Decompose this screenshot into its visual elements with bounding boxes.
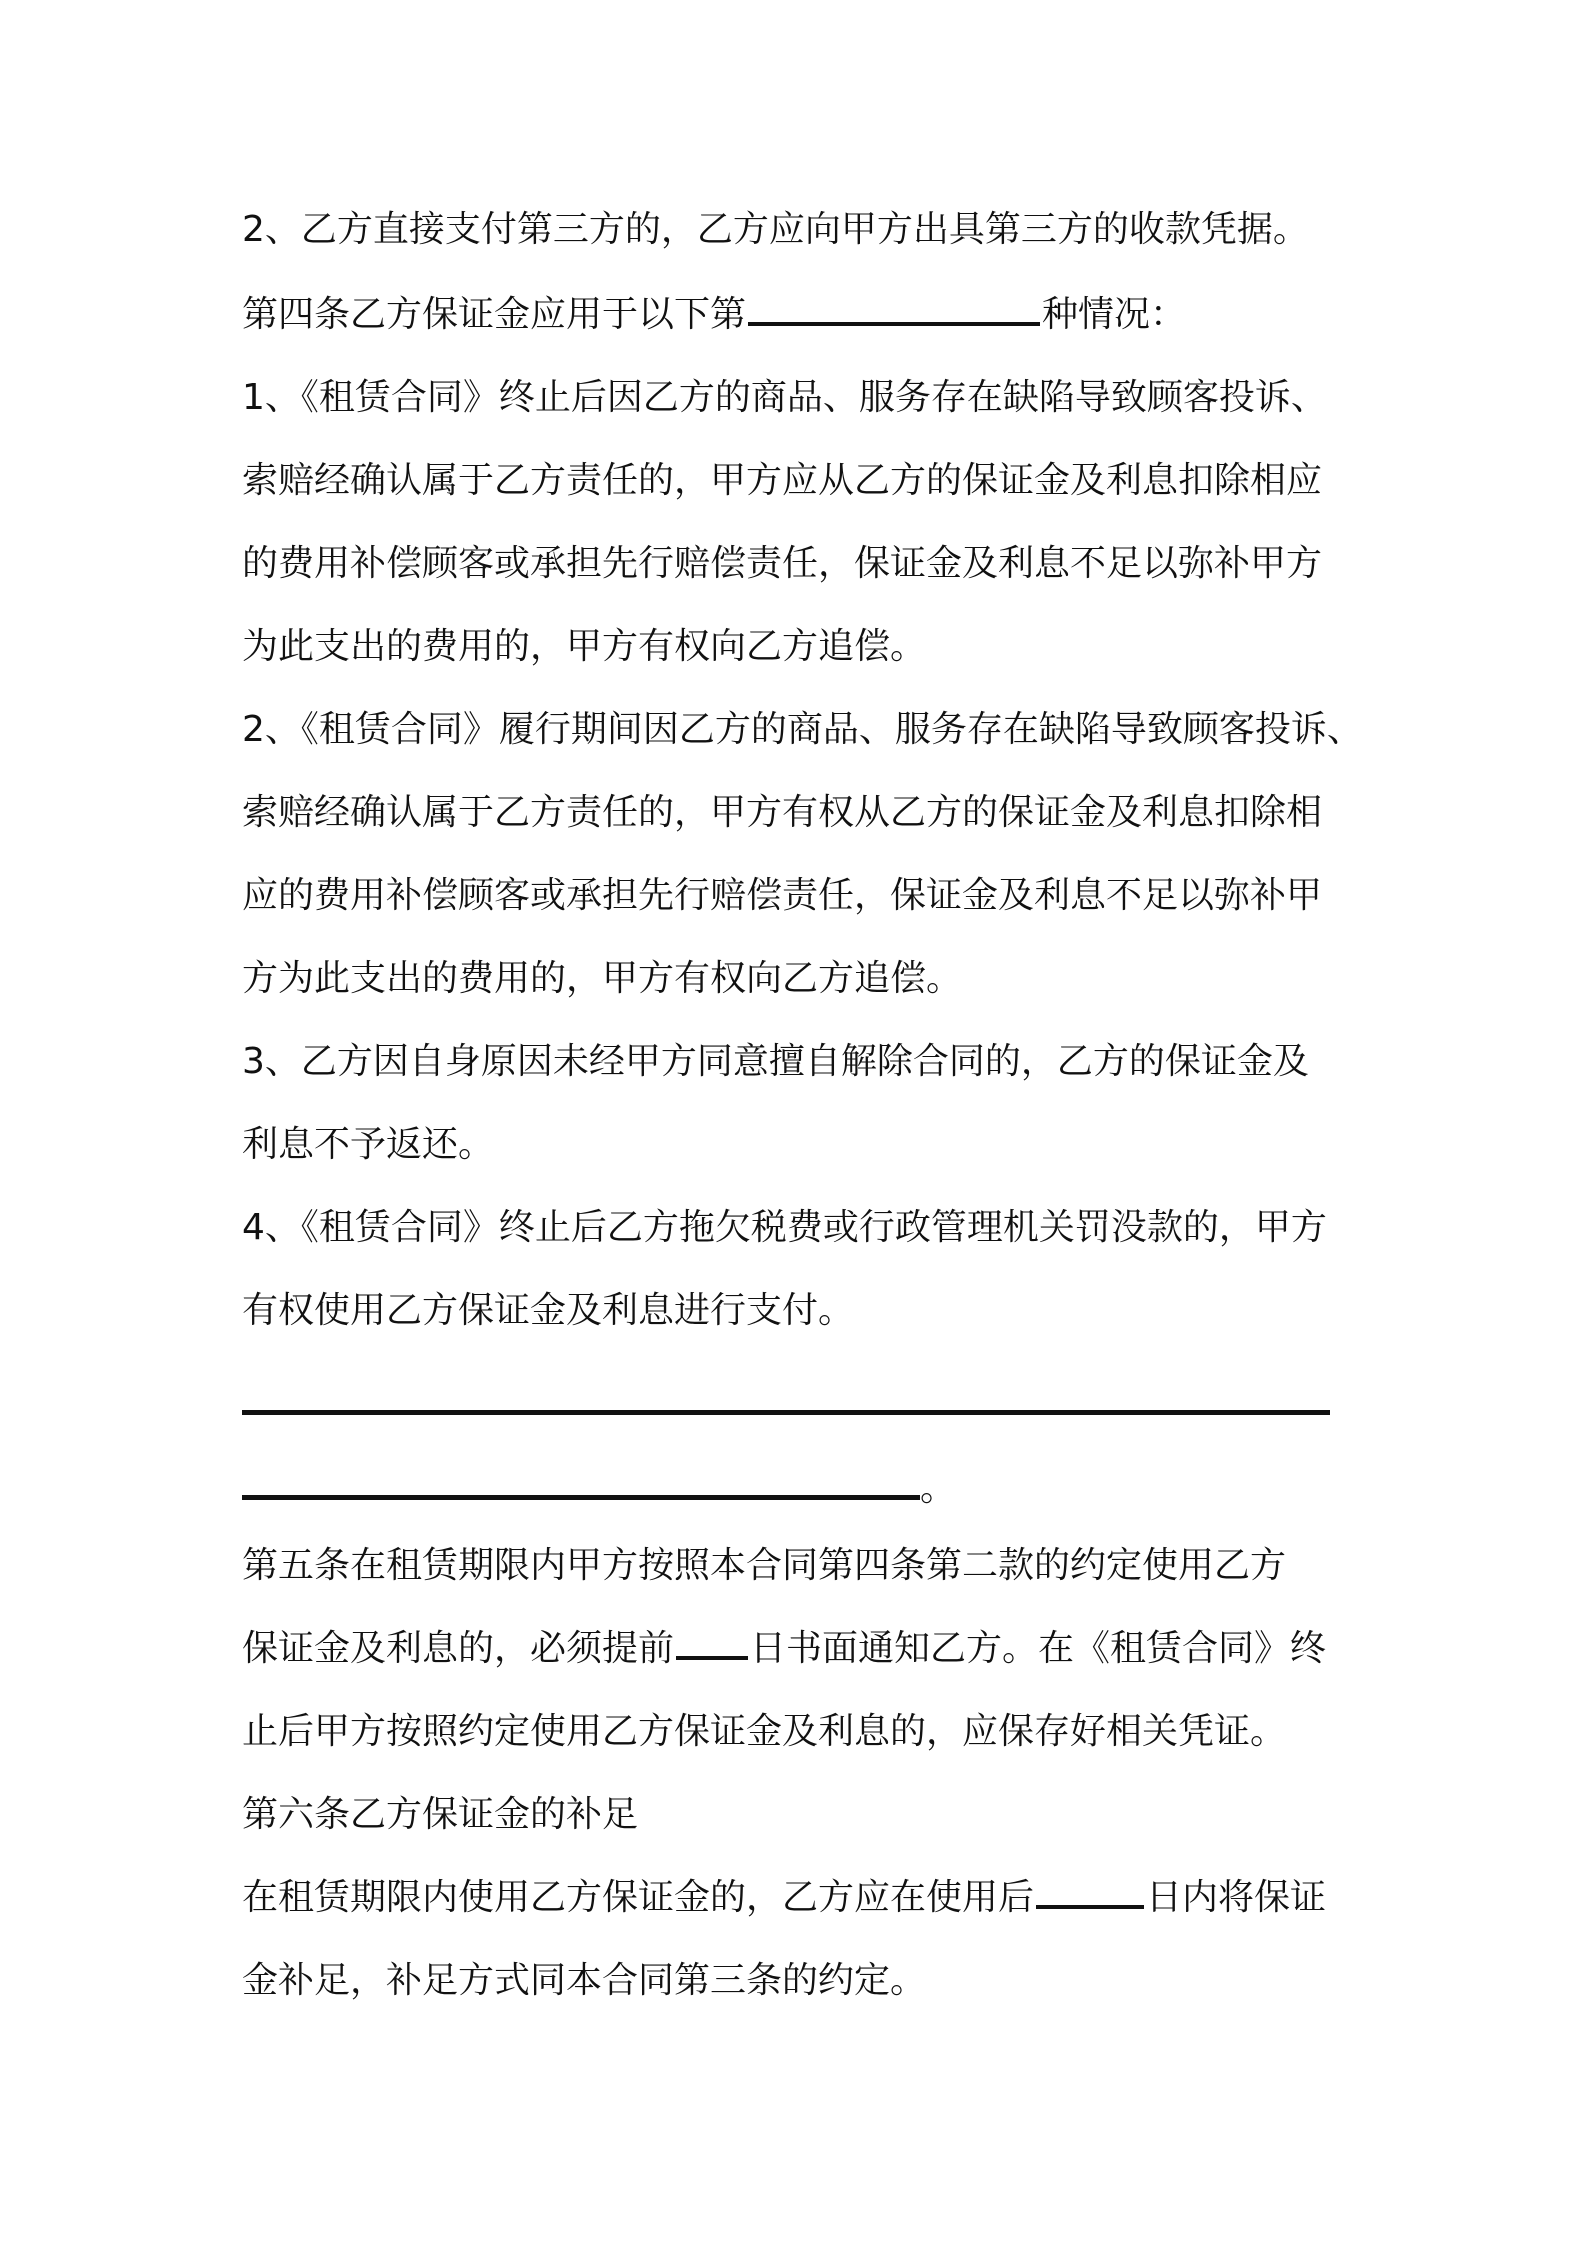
line-text: 2、乙方直接支付第三方的，乙方应向甲方出具第三方的收款凭据。 bbox=[242, 209, 1309, 250]
text-line bbox=[242, 1039, 1362, 1085]
text-line bbox=[242, 707, 1362, 753]
text-line bbox=[242, 458, 1362, 504]
fill-in-blank bbox=[748, 292, 1040, 326]
line-text: 第六条乙方保证金的补足 bbox=[242, 1794, 639, 1835]
text-line bbox=[242, 956, 1362, 1002]
fill-in-blank bbox=[1036, 1875, 1144, 1909]
line-text: 金补足，补足方式同本合同第三条的约定。 bbox=[242, 1960, 927, 2001]
line-text: 日书面通知乙方。在《租赁合同》终 bbox=[750, 1628, 1327, 1669]
line-text: 保证金及利息的，必须提前 bbox=[242, 1628, 675, 1669]
text-line bbox=[242, 1205, 1362, 1251]
text-line bbox=[242, 873, 1362, 919]
text-line bbox=[242, 1709, 1362, 1755]
line-text: 4、《租赁合同》终止后乙方拖欠税费或行政管理机关罚没款的，甲方 bbox=[242, 1207, 1327, 1248]
line-text: 索赔经确认属于乙方责任的，甲方应从乙方的保证金及利息扣除相应 bbox=[242, 460, 1323, 501]
text-line bbox=[242, 1288, 1362, 1334]
line-text: 应的费用补偿顾客或承担先行赔偿责任，保证金及利息不足以弥补甲 bbox=[242, 875, 1323, 916]
line-text: 止后甲方按照约定使用乙方保证金及利息的，应保存好相关凭证。 bbox=[242, 1711, 1287, 1752]
line-text: 第五条在租赁期限内甲方按照本合同第四条第二款的约定使用乙方 bbox=[242, 1545, 1287, 1586]
fill-in-rule bbox=[242, 1410, 1330, 1415]
line-text: 2、《租赁合同》履行期间因乙方的商品、服务存在缺陷导致顾客投诉、 bbox=[242, 709, 1363, 750]
text-line bbox=[242, 292, 1362, 338]
line-text: 在租赁期限内使用乙方保证金的，乙方应在使用后 bbox=[242, 1877, 1035, 1918]
line-text: 日内将保证 bbox=[1146, 1877, 1327, 1918]
text-line bbox=[242, 790, 1362, 836]
fill-in-blank bbox=[676, 1626, 748, 1660]
line-text: 利息不予返还。 bbox=[242, 1124, 495, 1165]
line-text: 有权使用乙方保证金及利息进行支付。 bbox=[242, 1290, 855, 1331]
text-line bbox=[242, 624, 1362, 670]
line-text: 索赔经确认属于乙方责任的，甲方有权从乙方的保证金及利息扣除相 bbox=[242, 792, 1323, 833]
text-line bbox=[242, 1792, 1362, 1838]
text-line bbox=[242, 541, 1362, 587]
line-text: 种情况： bbox=[1042, 294, 1187, 335]
line-text: 3、乙方因自身原因未经甲方同意擅自解除合同的，乙方的保证金及 bbox=[242, 1041, 1309, 1082]
line-text: 第四条乙方保证金应用于以下第 bbox=[242, 294, 747, 335]
text-line bbox=[242, 375, 1362, 421]
text-line bbox=[242, 1543, 1362, 1589]
text-line bbox=[242, 1626, 1362, 1672]
text-line bbox=[242, 1958, 1362, 2004]
text-line bbox=[242, 1122, 1362, 1168]
line-text: 方为此支出的费用的，甲方有权向乙方追偿。 bbox=[242, 958, 963, 999]
line-text: 为此支出的费用的，甲方有权向乙方追偿。 bbox=[242, 626, 927, 667]
text-line bbox=[242, 207, 1362, 253]
fill-in-rule bbox=[242, 1495, 920, 1500]
line-text: 1、《租赁合同》终止后因乙方的商品、服务存在缺陷导致顾客投诉、 bbox=[242, 377, 1327, 418]
rule-end-punctuation: 。 bbox=[920, 1468, 957, 1509]
line-text: 的费用补偿顾客或承担先行赔偿责任，保证金及利息不足以弥补甲方 bbox=[242, 543, 1323, 584]
text-line bbox=[242, 1875, 1362, 1921]
